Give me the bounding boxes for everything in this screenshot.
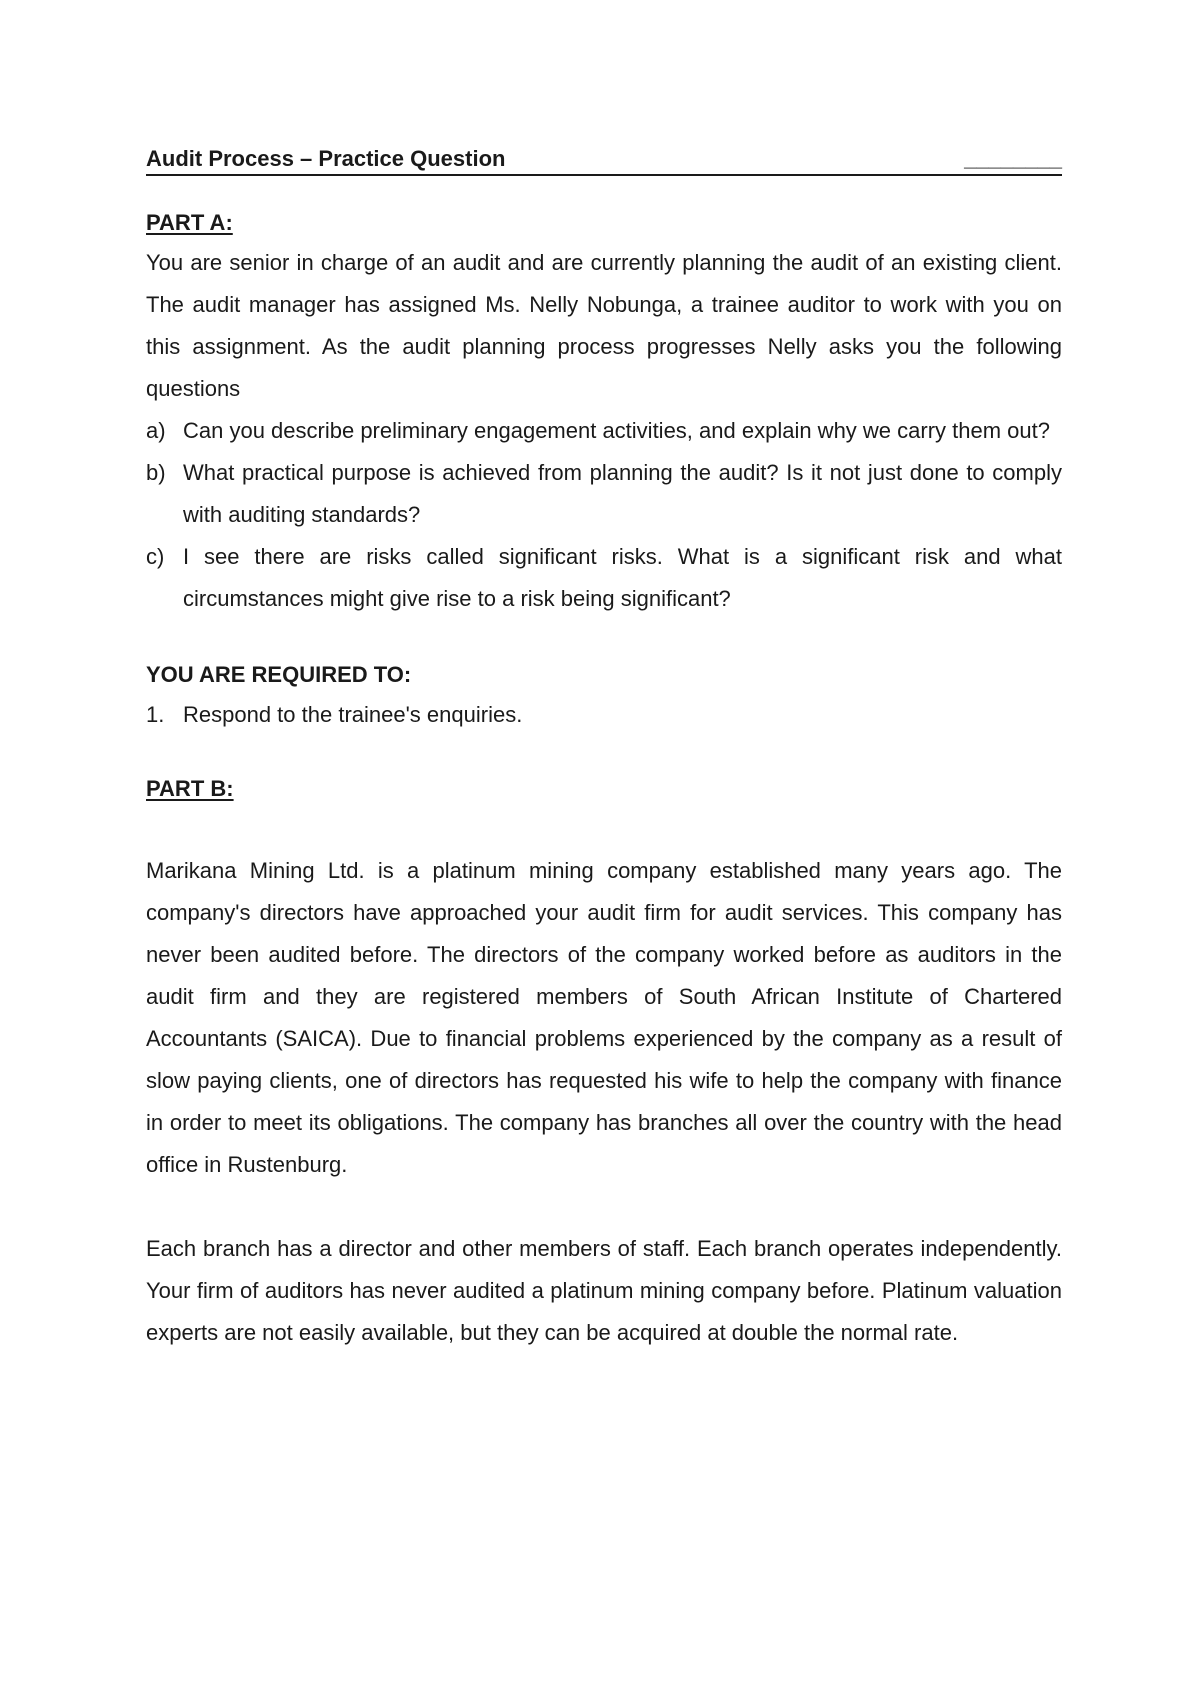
- list-marker: 1.: [146, 702, 165, 727]
- part-a-question-list: [146, 410, 1062, 620]
- part-b-paragraph-2: Each branch has a director and other members of staff. Each branch operates independently. Your firm of auditors has never audited a platinum mining company before. Platinum valuation experts are not easily available, but they can be acquired at double the normal rate.: [146, 1236, 1062, 1345]
- list-item: [146, 452, 1062, 536]
- list-item: [146, 694, 1062, 736]
- document-title-row: [146, 144, 1062, 176]
- list-marker: c): [146, 544, 165, 569]
- question-b: What practical purpose is achieved from planning the audit? Is it not just done to comply with auditing standards?: [183, 460, 1062, 527]
- list-item: [146, 536, 1062, 620]
- list-item: [146, 410, 1062, 452]
- part-b-paragraph-1: Marikana Mining Ltd. is a platinum mining company established many years ago. The company's directors have approached your audit firm for audit services. This company has never been audited before. The directors of the company worked before as auditors in the audit firm and they are registered members of South African Institute of Chartered Accountants (SAICA). Due to financial problems experienced by the company as a result of slow paying clients, one of directors has requested his wife to help the company with finance in order to meet its obligations. The company has branches all over the country with the head office in Rustenburg.: [146, 858, 1062, 1177]
- part-b-heading: PART B:: [146, 776, 234, 801]
- list-marker: a): [146, 418, 166, 443]
- requirement-1: Respond to the trainee's enquiries.: [183, 702, 523, 727]
- list-marker: b): [146, 460, 166, 485]
- question-c: I see there are risks called significant risks. What is a significant risk and what circumstances might give rise to a risk being significant?: [183, 544, 1062, 611]
- question-a: Can you describe preliminary engagement activities, and explain why we carry them out?: [183, 418, 1050, 443]
- document-title: Audit Process – Practice Question: [146, 146, 506, 171]
- requirements-list: [146, 694, 1062, 736]
- part-a-heading: PART A:: [146, 210, 233, 235]
- required-heading: YOU ARE REQUIRED TO:: [146, 662, 412, 687]
- title-blank-line: ________: [964, 146, 1062, 171]
- document-page: [146, 144, 1062, 1354]
- part-a-intro: You are senior in charge of an audit and are currently planning the audit of an existing client. The audit manager has assigned Ms. Nelly Nobunga, a trainee auditor to work with you on this assignment. As the audit planning process progresses Nelly asks you the following questions: [146, 250, 1062, 401]
